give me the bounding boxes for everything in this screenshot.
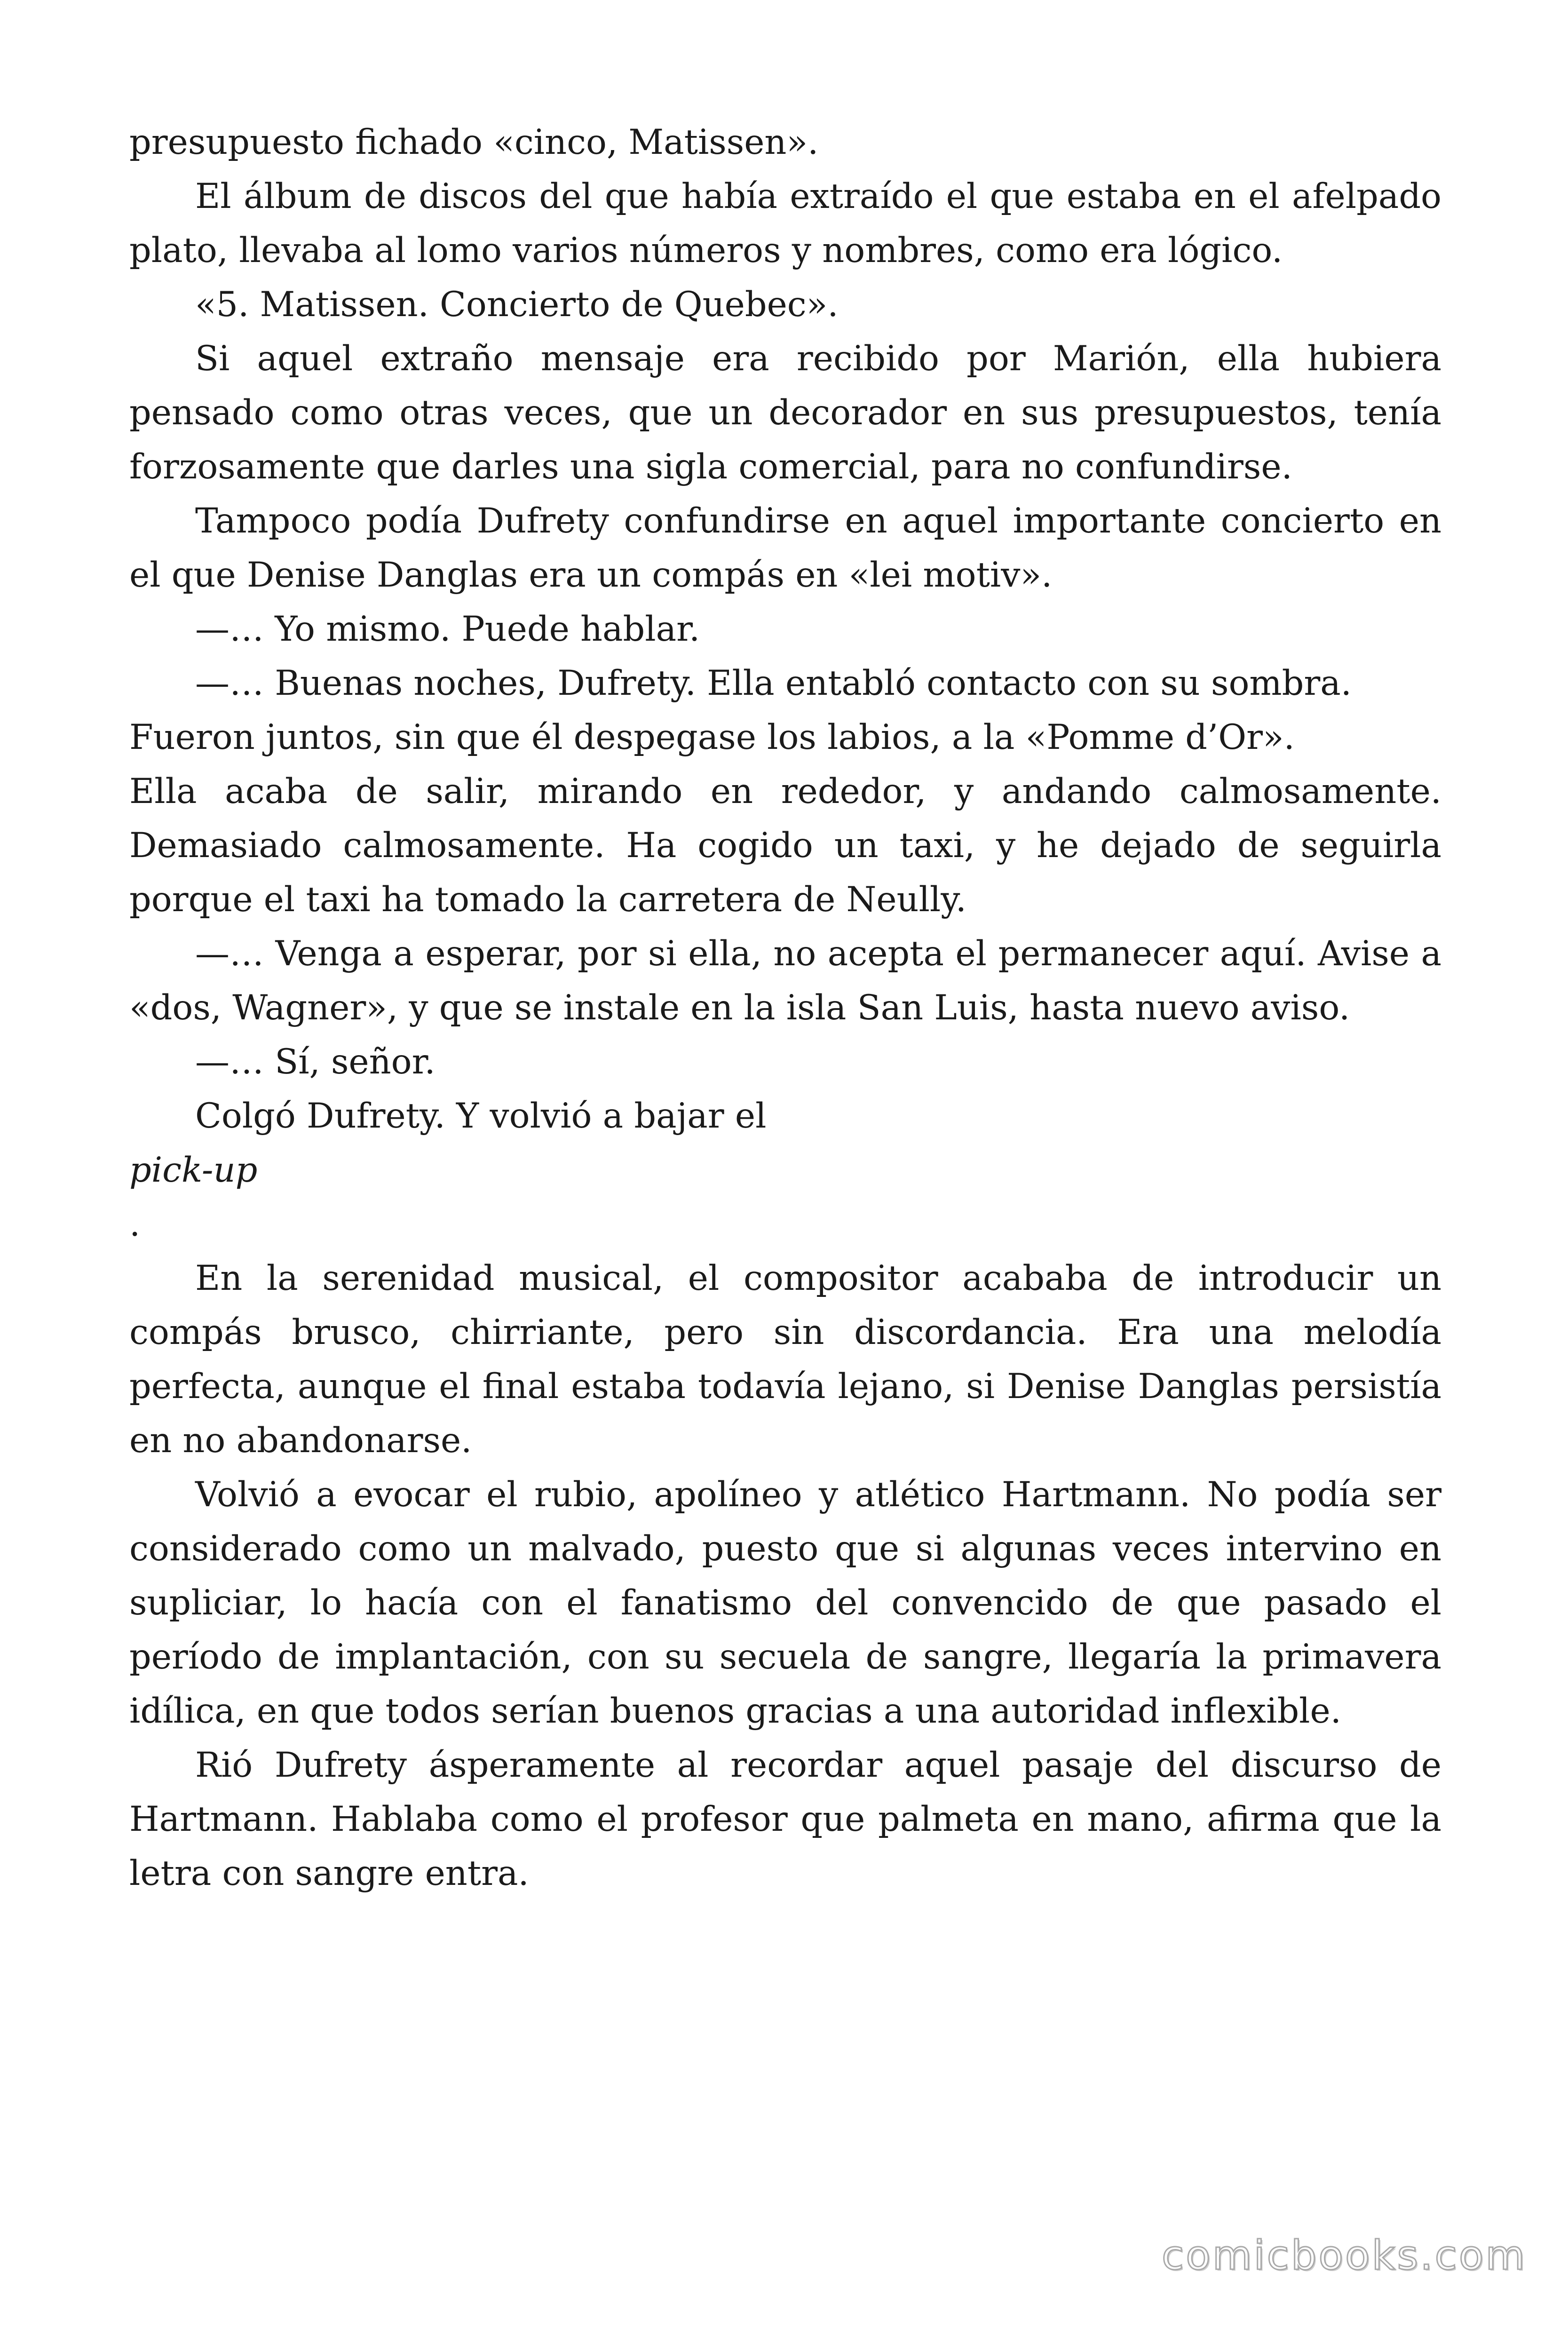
paragraph-3: «5. Matissen. Concierto de Quebec». xyxy=(195,285,839,325)
paragraph-2: El álbum de discos del que había extraído el que estaba en el afelpado plato, llevaba al lomo varios números y nombres, como era lógico. xyxy=(129,176,1441,270)
dialogue-line-3: —… Venga a esperar, por si ella, no acepta el permanecer aquí. Avise a «dos, Wagner», y que se instale en la isla San Luis, hasta nuevo aviso. xyxy=(129,934,1441,1028)
paragraph-6: Ella acaba de salir, mirando en rededor, y andando calmosamente. Demasiado calmosamente. Ha cogido un taxi, y he dejado de seguirla porque el taxi ha tomado la carretera de Neully. xyxy=(129,771,1441,920)
paragraph-1: presupuesto fichado «cinco, Matissen». xyxy=(129,122,819,162)
paragraph-9: Volvió a evocar el rubio, apolíneo y atlético Hartmann. No podía ser considerado como un malvado, puesto que si algunas veces intervino en supliciar, lo hacía con el fanatismo del convencido de que pasado el período de implantación, con su secuela de sangre, llegaría la primavera idílica, en que todos serían buenos gracias a una autoridad inflexible. xyxy=(129,1475,1441,1731)
dialogue-line-1: —… Yo mismo. Puede hablar. xyxy=(195,609,700,649)
paragraph-5: Tampoco podía Dufrety confundirse en aquel importante concierto en el que Denise Danglas era un compás en «lei motiv». xyxy=(129,501,1441,595)
paragraph-10: Rió Dufrety ásperamente al recordar aquel pasaje del discurso de Hartmann. Hablaba como el profesor que palmeta en mano, afirma que la letra con sangre entra. xyxy=(129,1745,1441,1893)
stray-period: . xyxy=(129,1204,141,1244)
book-page-text xyxy=(129,115,1441,1900)
paragraph-4: Si aquel extraño mensaje era recibido por Marión, ella hubiera pensado como otras veces, que un decorador en sus presupuestos, tenía forzosamente que darles una sigla comercial, para no confundirse. xyxy=(129,339,1441,487)
watermark: comicbooks.com xyxy=(1162,2232,1527,2279)
italic-term: pick-up xyxy=(129,1150,258,1190)
paragraph-7: Colgó Dufrety. Y volvió a bajar el xyxy=(195,1096,767,1136)
paragraph-8: En la serenidad musical, el compositor acababa de introducir un compás brusco, chirriante, pero sin discordancia. Era una melodía perfecta, aunque el final estaba todavía lejano, si Denise Danglas persistía en no abandonarse. xyxy=(129,1258,1441,1461)
dialogue-line-2: —… Buenas noches, Dufrety. Ella entabló contacto con su sombra. Fueron juntos, sin que él despegase los labios, a la «Pomme d’Or». xyxy=(129,663,1352,757)
dialogue-line-4: —… Sí, señor. xyxy=(195,1042,436,1082)
